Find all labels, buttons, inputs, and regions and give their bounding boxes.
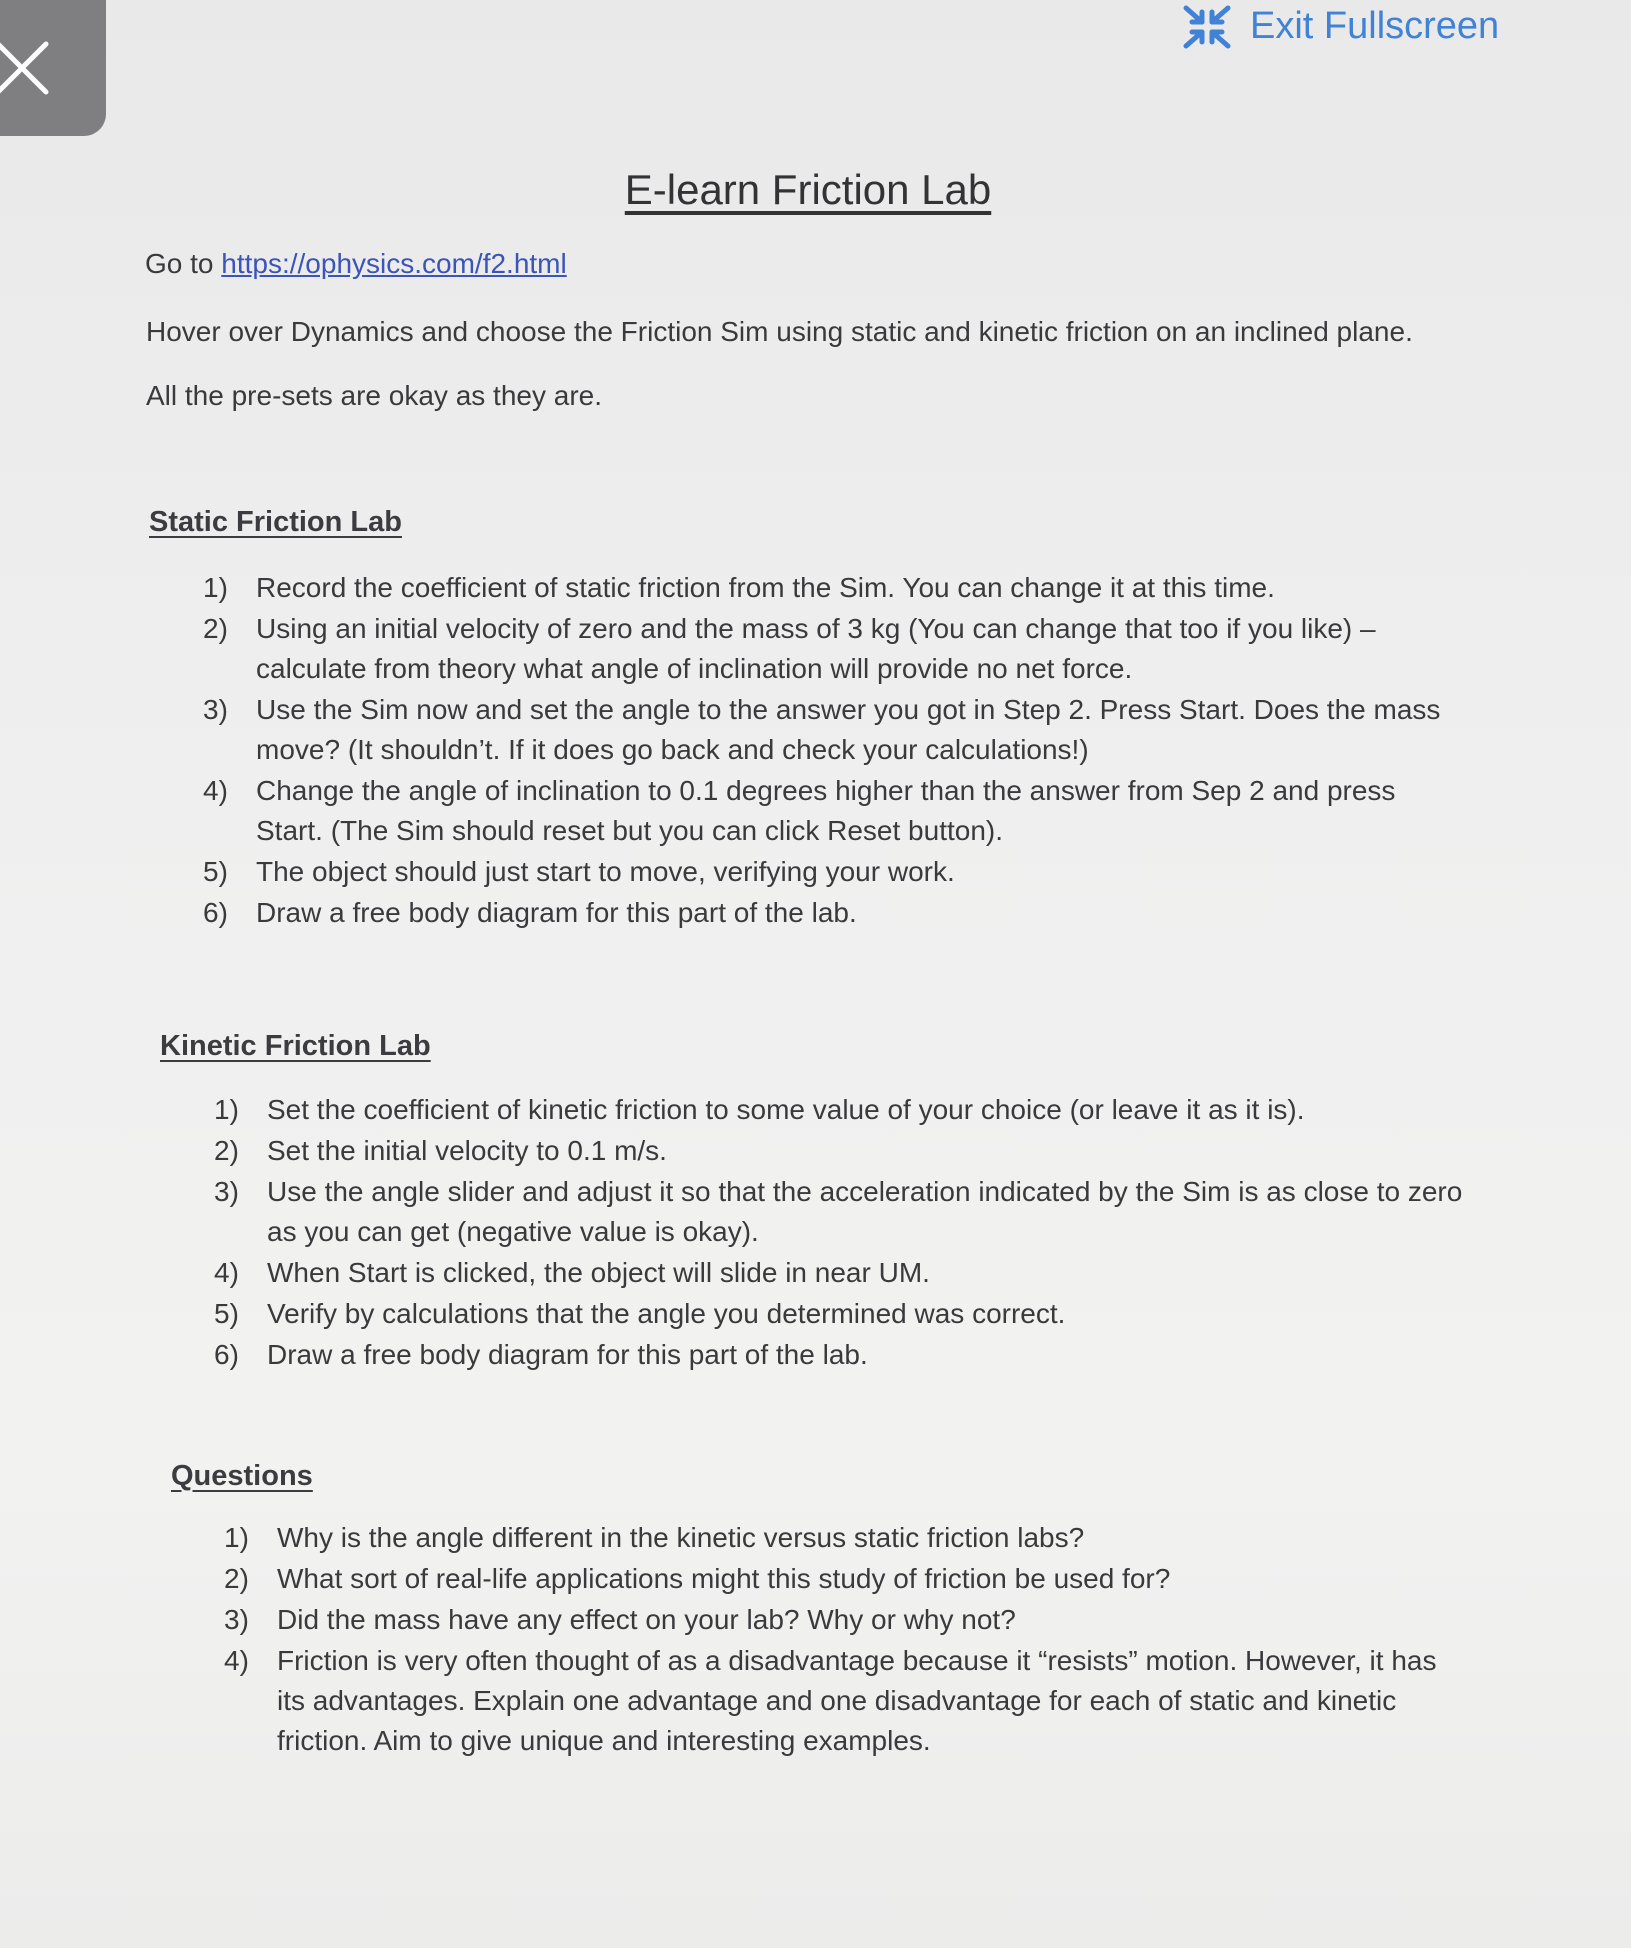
questions-heading: Questions	[171, 1460, 313, 1492]
list-item: 6) Draw a free body diagram for this part of the lab.	[203, 897, 857, 928]
kinetic-friction-steps	[214, 1090, 1464, 1376]
static-friction-heading: Static Friction Lab	[149, 506, 402, 538]
ophysics-link[interactable]: https://ophysics.com/f2.html	[221, 248, 567, 279]
list-item: 5) The object should just start to move, verifying your work.	[203, 856, 955, 887]
instruction-text: Hover over Dynamics and choose the Friction Sim using static and kinetic friction on an inclined plane.	[146, 316, 1413, 347]
page-title: E-learn Friction Lab	[624, 166, 992, 213]
list-item: 6) Draw a free body diagram for this part of the lab.	[214, 1339, 868, 1370]
list-item: 4) Friction is very often thought of as a disadvantage because it “resists” motion. However, it has its advantages. Explain one advantage and one disadvantage for each of static and kinetic friction. Aim to give unique and interesting examples.	[224, 1645, 1437, 1756]
list-item: 1) Record the coefficient of static friction from the Sim. You can change it at this time.	[203, 572, 1275, 603]
list-item: 5) Verify by calculations that the angle you determined was correct.	[214, 1298, 1066, 1329]
list-item: 2) Set the initial velocity to 0.1 m/s.	[214, 1135, 667, 1166]
list-item: 1) Set the coefficient of kinetic friction to some value of your choice (or leave it as it is).	[214, 1094, 1305, 1125]
list-item: 2) What sort of real-life applications might this study of friction be used for?	[224, 1563, 1171, 1594]
list-item: 1) Why is the angle different in the kinetic versus static friction labs?	[224, 1522, 1085, 1553]
static-friction-steps	[203, 568, 1453, 934]
list-item: 3) Use the Sim now and set the angle to the answer you got in Step 2. Press Start. Does the mass move? (It shouldn’t. If it does go back and check your calculations!)	[203, 694, 1441, 765]
kinetic-friction-heading: Kinetic Friction Lab	[160, 1030, 431, 1062]
list-item: 2) Using an initial velocity of zero and the mass of 3 kg (You can change that too if you like) – calculate from theory what angle of inclination will provide no net force.	[203, 613, 1376, 684]
exit-fullscreen-label: Exit Fullscreen	[1250, 4, 1500, 47]
list-item: 3) Use the angle slider and adjust it so that the acceleration indicated by the Sim is as close to zero as you can get (negative value is okay).	[214, 1176, 1463, 1247]
go-to-line	[145, 248, 567, 280]
presets-note: All the pre-sets are okay as they are.	[146, 380, 602, 411]
list-item: 4) Change the angle of inclination to 0.1 degrees higher than the answer from Sep 2 and press Start. (The Sim should reset but you can click Reset button).	[203, 775, 1396, 846]
list-item: 3) Did the mass have any effect on your lab? Why or why not?	[224, 1604, 1016, 1635]
list-item: 4) When Start is clicked, the object will slide in near UM.	[214, 1257, 930, 1288]
questions-list	[224, 1518, 1454, 1762]
go-to-prefix: Go to	[145, 248, 222, 279]
